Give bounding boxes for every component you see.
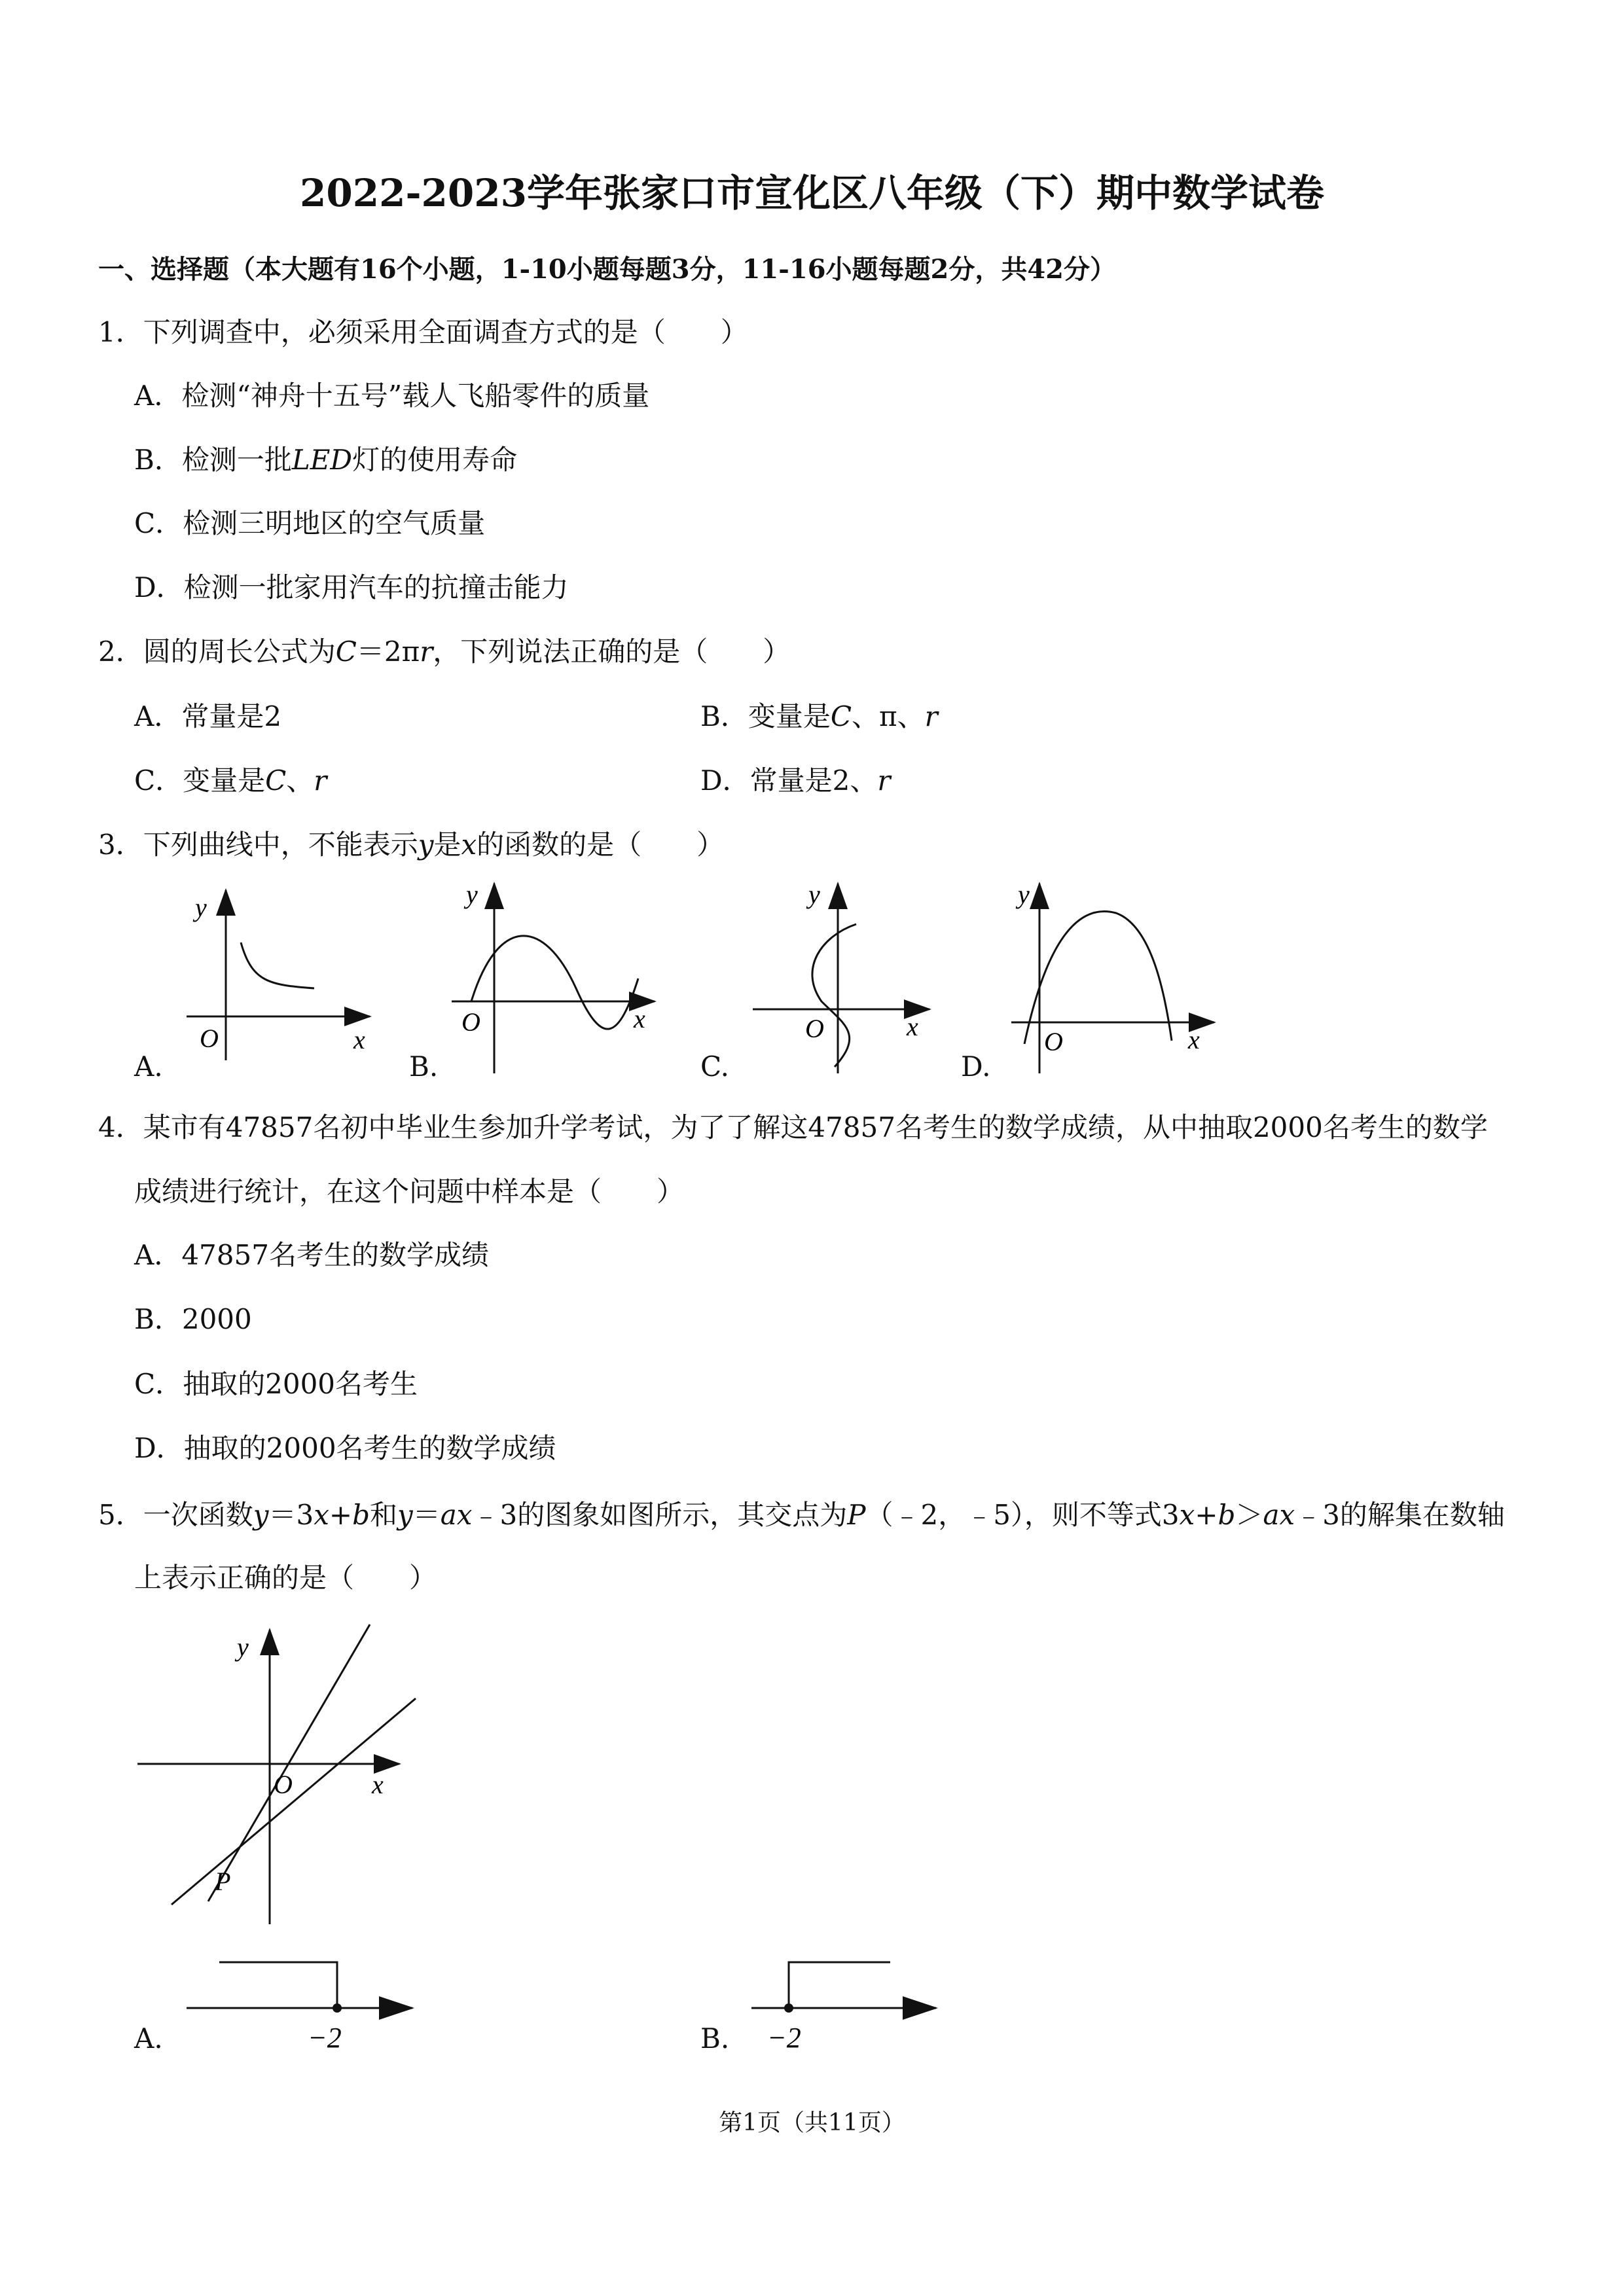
graph-d (1011, 880, 1214, 1073)
graph-a (187, 890, 370, 1060)
origin-label: O (1044, 1027, 1063, 1056)
point-p-label: P (215, 1867, 231, 1896)
q3-label-d: D. (961, 1050, 991, 1083)
axis-y-label: y (808, 880, 820, 909)
q3-label-a: A. (134, 1050, 163, 1083)
axis-y-label: y (195, 893, 207, 922)
question-3-stem: 3．下列曲线中，不能表示y是x的函数的是（ ） (98, 829, 725, 861)
q2-option-a: A．常量是2 (134, 700, 282, 732)
q2-option-b: B．变量是C、π、r (700, 700, 938, 732)
q2-option-d: D．常量是2、r (700, 764, 891, 797)
question-4-stem-line1: 4．某市有47857名初中毕业生参加升学考试，为了了解这47857名考生的数学成绩，从中抽取2000名考生的数学 (98, 1111, 1488, 1143)
line-shallow (171, 1698, 416, 1905)
q1-option-a: A．检测“神舟十五号”载人飞船零件的质量 (134, 380, 650, 412)
axis-x-label: x (907, 1012, 918, 1041)
axis-x-label: x (1188, 1025, 1200, 1054)
axis-y-label: y (237, 1632, 249, 1662)
graph-b (452, 880, 655, 1073)
q5-option-a-label: A. (134, 2022, 163, 2054)
q4-option-d: D．抽取的2000名考生的数学成绩 (134, 1432, 556, 1464)
question-2-stem: 2．圆的周长公式为C＝2πr，下列说法正确的是（ ） (98, 636, 791, 668)
origin-label: O (461, 1007, 480, 1037)
q3-graphs (0, 870, 1624, 1093)
axis-x-label: x (353, 1025, 365, 1054)
q5-option-b-label: B. (700, 2022, 730, 2054)
origin-label: O (200, 1024, 219, 1053)
axis-x-label: x (634, 1004, 645, 1033)
q2-option-c: C．变量是C、r (134, 764, 327, 797)
axis-x-label: x (372, 1770, 384, 1799)
q5-function-graph (0, 1610, 655, 1937)
q1-option-b: B．检测一批LED灯的使用寿命 (134, 444, 518, 476)
q4-option-a: A．47857名考生的数学成绩 (134, 1239, 489, 1271)
tick-label: −2 (308, 2022, 342, 2054)
q1-option-c: C．检测三明地区的空气质量 (134, 507, 486, 539)
axis-y-label: y (1018, 880, 1030, 909)
q4-option-c: C．抽取的2000名考生 (134, 1368, 418, 1400)
graph-c (753, 880, 929, 1073)
q3-label-c: C. (700, 1050, 729, 1083)
question-5-stem-line1: 5．一次函数y＝3x+b和y＝ax﹣3的图象如图所示，其交点为P（﹣2，﹣5），则不等式3x+b＞ax﹣3的解集在数轴 (98, 1499, 1505, 1531)
page-footer: 第1页（共11页） (719, 2109, 905, 2136)
q1-option-d: D．检测一批家用汽车的抗撞击能力 (134, 571, 569, 603)
axis-y-label: y (466, 880, 478, 909)
curve-d (1024, 911, 1172, 1044)
curve-b (471, 936, 638, 1029)
q4-option-b: B．2000 (134, 1303, 252, 1335)
page-title: 2022-2023学年张家口市宣化区八年级（下）期中数学试卷 (300, 171, 1324, 215)
curve-a (241, 942, 314, 988)
q3-label-b: B. (409, 1050, 439, 1083)
question-1-stem: 1．下列调查中，必须采用全面调查方式的是（ ） (98, 316, 748, 348)
origin-label: O (805, 1014, 824, 1043)
number-line-b (751, 1962, 936, 2054)
section-heading: 一、选择题（本大题有16个小题，1-10小题每题3分，11-16小题每题2分，共42分） (98, 254, 1117, 285)
number-line-a (187, 1962, 412, 2054)
question-4-stem-line2: 成绩进行统计，在这个问题中样本是（ ） (134, 1175, 685, 1208)
curve-c (812, 924, 856, 1067)
question-5-stem-line2: 上表示正确的是（ ） (134, 1562, 437, 1594)
tick-label: −2 (767, 2022, 801, 2054)
origin-label: O (274, 1770, 293, 1799)
